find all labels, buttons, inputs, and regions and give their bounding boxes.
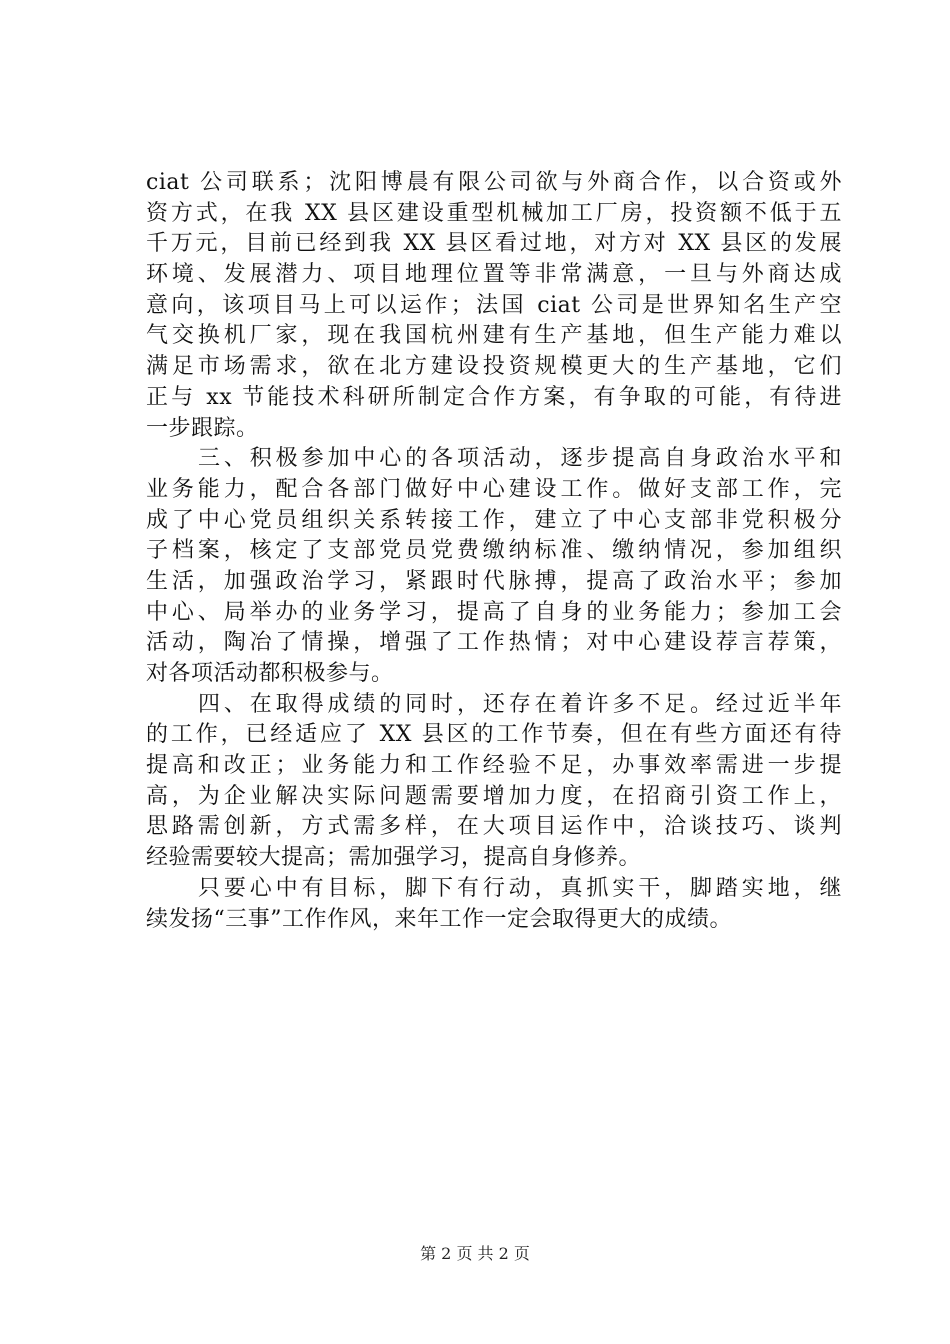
text-line: 高，为企业解决实际问题需要增加力度，在招商引资工作上， <box>146 783 842 809</box>
text-line: 三、积极参加中心的各项活动，逐步提高自身政治水平和 <box>198 446 842 472</box>
text-line: 经验需要较大提高；需加强学习，提高自身修养。 <box>146 845 642 871</box>
text-line: 千万元，目前已经到我 XX 县区看过地，对方对 XX 县区的发展 <box>146 231 842 257</box>
text-line: 只要心中有目标，脚下有行动，真抓实干，脚踏实地，继 <box>198 875 842 901</box>
text-line: 成了中心党员组织关系转接工作，建立了中心支部非党积极分 <box>146 507 842 533</box>
page-footer: 第 2 页 共 2 页 <box>420 1244 530 1263</box>
text-line: 满足市场需求，欲在北方建设投资规模更大的生产基地，它们 <box>146 354 842 380</box>
text-line: 中心、局举办的业务学习，提高了自身的业务能力；参加工会 <box>146 599 842 625</box>
text-line: 续发扬“三事”工作作风，来年工作一定会取得更大的成绩。 <box>146 906 732 932</box>
text-line: 正与 xx 节能技术科研所制定合作方案，有争取的可能，有待进 <box>146 384 842 410</box>
text-line: 子档案，核定了支部党员党费缴纳标准、缴纳情况，参加组织 <box>146 538 842 564</box>
text-line: 活动，陶冶了情操，增强了工作热情；对中心建设荐言荐策， <box>146 630 842 656</box>
text-line: 环境、发展潜力、项目地理位置等非常满意，一旦与外商达成 <box>146 262 842 288</box>
text-line: 业务能力，配合各部门做好中心建设工作。做好支部工作，完 <box>146 476 842 502</box>
text-line: 提高和改正；业务能力和工作经验不足，办事效率需进一步提 <box>146 753 842 779</box>
text-line: 一步跟踪。 <box>146 415 259 441</box>
text-line: 生活，加强政治学习，紧跟时代脉搏，提高了政治水平；参加 <box>146 568 842 594</box>
text-line: 对各项活动都积极参与。 <box>146 661 394 686</box>
text-line: 气交换机厂家，现在我国杭州建有生产基地，但生产能力难以 <box>146 323 842 349</box>
text-line: 意向，该项目马上可以运作；法国 ciat 公司是世界知名生产空 <box>146 292 842 318</box>
paragraph <box>146 874 842 935</box>
text-line: ciat 公司联系；沈阳博晨有限公司欲与外商合作，以合资或外 <box>146 170 842 195</box>
text-line: 思路需创新，方式需多样，在大项目运作中，洽谈技巧、谈判 <box>146 814 842 840</box>
text-line: 四、在取得成绩的同时，还存在着许多不足。经过近半年 <box>198 691 842 717</box>
text-line: 资方式，在我 XX 县区建设重型机械加工厂房，投资额不低于五 <box>146 200 842 226</box>
paragraph <box>146 168 842 444</box>
paragraph <box>146 690 842 874</box>
paragraph <box>146 444 842 690</box>
text-line: 的工作，已经适应了 XX 县区的工作节奏，但在有些方面还有待 <box>146 722 843 748</box>
document-body <box>146 168 842 935</box>
